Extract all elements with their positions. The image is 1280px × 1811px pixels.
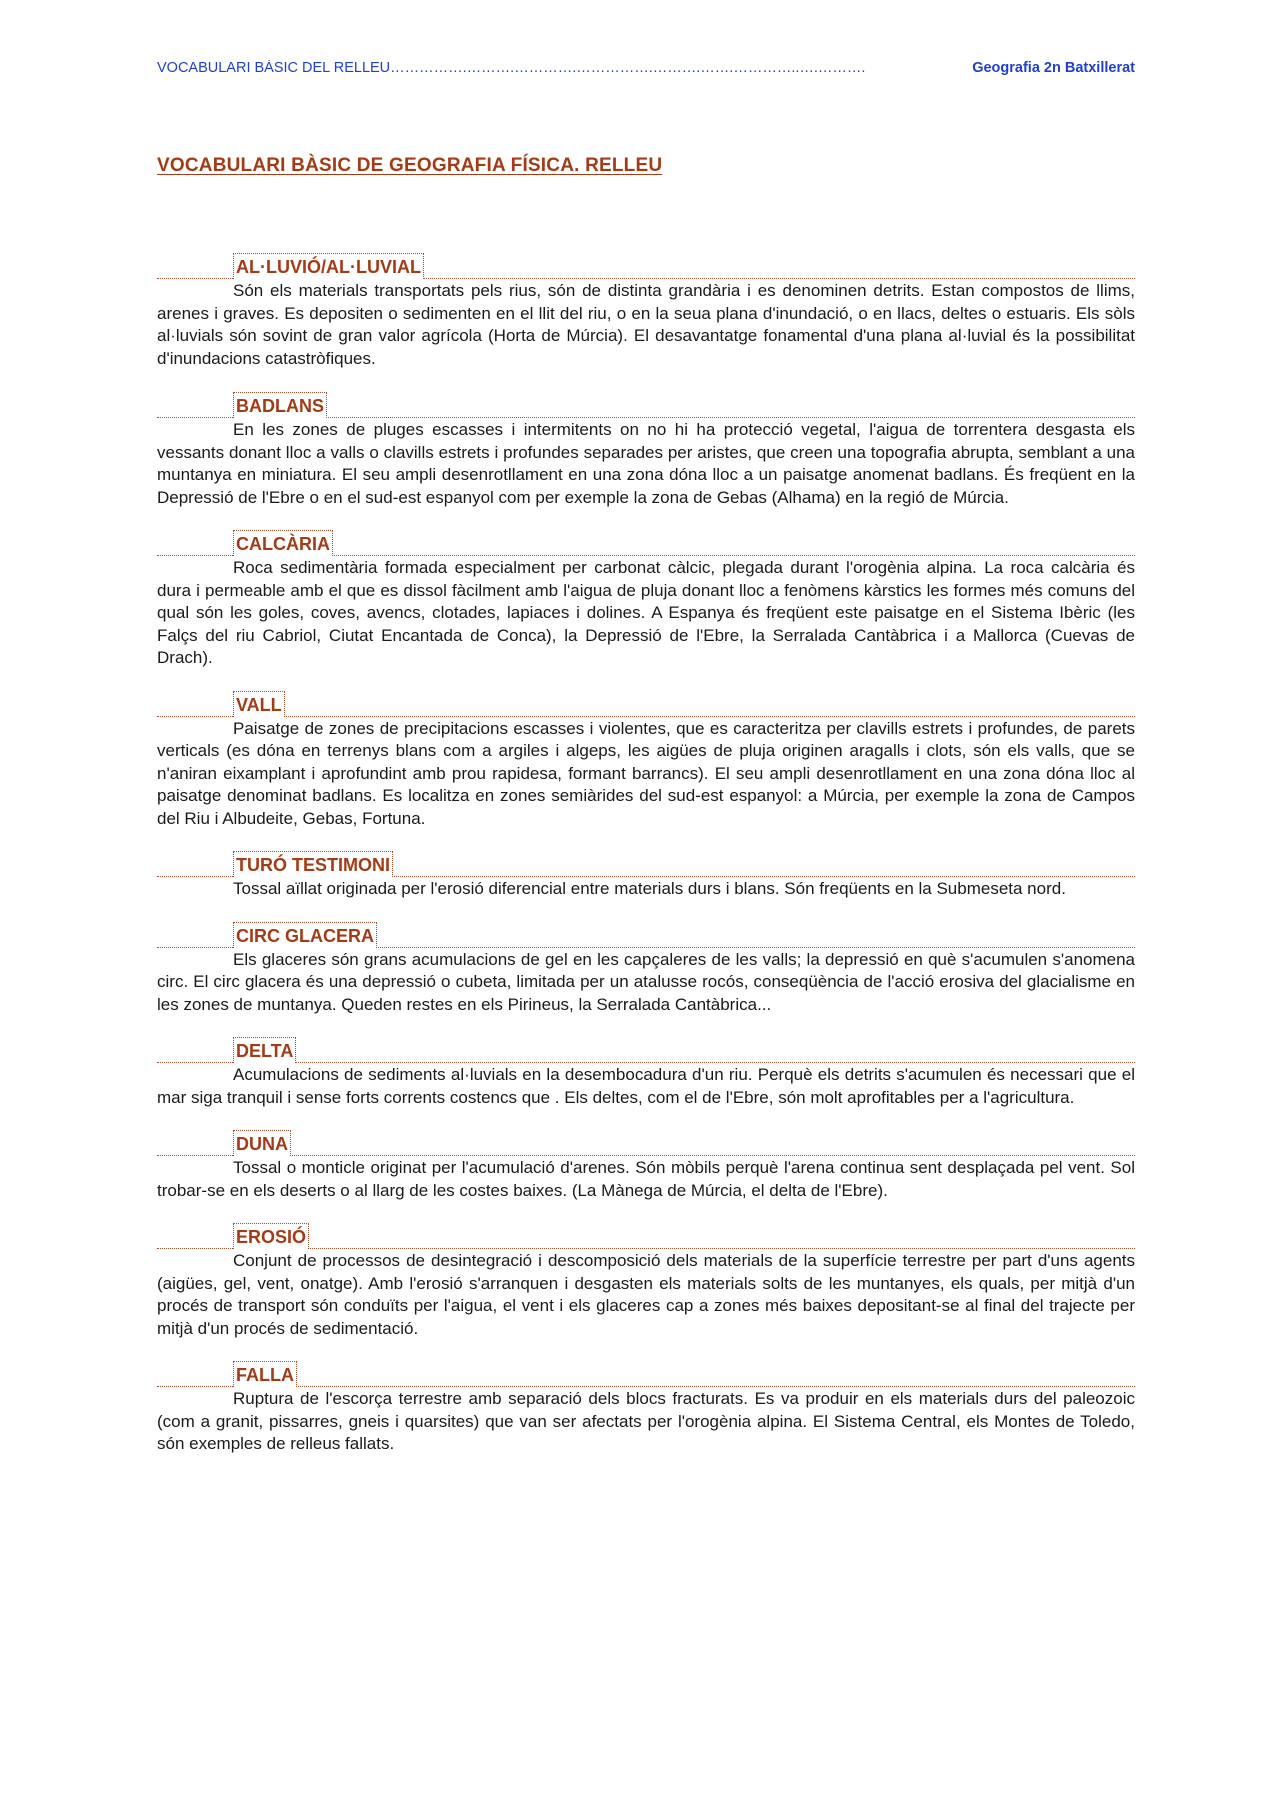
glossary-entry bbox=[157, 389, 1135, 509]
term-row bbox=[157, 389, 1135, 418]
term: EROSIÓ bbox=[233, 1223, 309, 1249]
term: DELTA bbox=[233, 1037, 296, 1063]
glossary-entry bbox=[157, 1034, 1135, 1109]
term-row bbox=[157, 1034, 1135, 1063]
term: AL·LUVIÓ/AL·LUVIAL bbox=[233, 253, 424, 279]
term-row bbox=[157, 527, 1135, 556]
term: DUNA bbox=[233, 1130, 291, 1156]
term-row bbox=[157, 250, 1135, 279]
definition: Paisatge de zones de precipitacions escasses i violentes, que es caracteritza per clavills estrets i profundes, de parets verticals (es dóna en terrenys blans com a argiles i algeps, les aigües de pluja originen aragalls i clots, són els valls, que se n'aniran eixamplant i aprofundint amb prou rapidesa, formant barrancs). El seu ampli desenrotllament en una zona dóna lloc al paisatge denominat badlans. Es localitza en zones semiàrides del sud-est espanyol: a Múrcia, per exemple la zona de Campos del Riu i Albudeite, Gebas, Fortuna. bbox=[157, 718, 1135, 828]
term: BADLANS bbox=[233, 392, 327, 418]
definition: Els glaceres són grans acumulacions de gel en les capçaleres de les valls; la depressió en què s'acumulen s'anomena circ. El circ glacera és una depressió o cubeta, limitada per un atalusse rocós, conseqüència de l'acció erosiva del glacialisme en les zones de muntanya. Queden restes en els Pirineus, la Serralada Cantàbrica... bbox=[157, 949, 1135, 1014]
term: CALCÀRIA bbox=[233, 530, 333, 556]
term-row bbox=[157, 919, 1135, 948]
definition: Són els materials transportats pels rius, són de distinta grandària i es denominen detrits. Estan compostos de llims, arenes i graves. Es depositen o sedimenten en el llit del riu, o en la seua plana d'inundació, o en llacs, deltes o estuaris. Els sòls al·luvials són sovint de gran valor agrícola (Horta de Múrcia). El desavantatge fonamental d'una plana al·luvial és la possibilitat d'inundacions catastròfiques. bbox=[157, 281, 1135, 368]
term-row bbox=[157, 688, 1135, 717]
term: TURÓ TESTIMONI bbox=[233, 851, 393, 877]
glossary bbox=[157, 250, 1135, 1456]
document-title: VOCABULARI BÀSIC DE GEOGRAFIA FÍSICA. RELLEU bbox=[157, 155, 663, 176]
definition: Roca sedimentària formada especialment per carbonat càlcic, plegada durant l'orogènia alpina. La roca calcària és dura i permeable amb el que es dissol fàcilment amb l'aigua de pluja donant lloc a fenòmens kàrstics les formes més comuns del qual són les goles, coves, avencs, clotades, lapiaces i dolines. A Espanya és freqüent este paisatge en el Sistema Ibèric (les Falçs del riu Cabriol, Ciutat Encantada de Conca), la Depressió de l'Ebre, la Serralada Cantàbrica i a Mallorca (Cuevas de Drach). bbox=[157, 558, 1135, 667]
term-row bbox=[157, 1220, 1135, 1249]
glossary-entry bbox=[157, 1358, 1135, 1456]
definition: Ruptura de l'escorça terrestre amb separació dels blocs fracturats. Es va produir en els materials durs del paleozoic (com a granit, pissarres, gneis i quarsites) que van ser afectats per l'orogènia alpina. El Sistema Central, els Montes de Toledo, són exemples de relleus fallats. bbox=[157, 1389, 1135, 1453]
glossary-entry bbox=[157, 1127, 1135, 1202]
definition: Tossal o monticle originat per l'acumulació d'arenes. Són mòbils perquè l'arena continua sent desplaçada pel vent. Sol trobar-se en els deserts o al llarg de les costes baixes. (La Mànega de Múrcia, el delta de l'Ebre). bbox=[157, 1158, 1135, 1200]
definition: Acumulacions de sediments al·luvials en la desembocadura d'un riu. Perquè els detrits s'acumulen és necessari que el mar siga tranquil i sense forts corrents costencs que . Els deltes, com el de l'Ebre, són molt aprofitables per a l'agricultura. bbox=[157, 1065, 1135, 1107]
glossary-entry bbox=[157, 688, 1135, 831]
term: VALL bbox=[233, 691, 285, 717]
term-row bbox=[157, 848, 1135, 877]
term: CIRC GLACERA bbox=[233, 922, 377, 948]
term-row bbox=[157, 1358, 1135, 1387]
definition: Tossal aïllat originada per l'erosió diferencial entre materials durs i blans. Són freqüents en la Submeseta nord. bbox=[233, 879, 1066, 898]
glossary-entry bbox=[157, 919, 1135, 1017]
glossary-entry bbox=[157, 527, 1135, 670]
glossary-entry bbox=[157, 1220, 1135, 1340]
header-left: VOCABULARI BÀSIC DEL RELLEU bbox=[157, 60, 391, 76]
header-dots: …………….……….………….…………….……….…….…………..….………. bbox=[390, 60, 866, 76]
definition: Conjunt de processos de desintegració i descomposició dels materials de la superfície terrestre per part d'uns agents (aigües, gel, vent, onatge). Amb l'erosió s'arranquen i desgasten els materials solts de les muntanyes, els quals, per mitjà d'un procés de transport són conduïts per l'aigua, el vent i els glaceres cap a zones més baixes depositant-se al final del trajecte per mitjà d'un procés de sedimentació. bbox=[157, 1251, 1135, 1338]
term: FALLA bbox=[233, 1361, 297, 1387]
header-right: Geografia 2n Batxillerat bbox=[972, 60, 1135, 76]
term-row bbox=[157, 1127, 1135, 1156]
glossary-entry bbox=[157, 848, 1135, 901]
definition: En les zones de pluges escasses i intermitents on no hi ha protecció vegetal, l'aigua de torrentera desgasta els vessants donant lloc a valls o clavills estrets i profundes separades per aristes, que creen una topografia abrupta, semblant a una muntanya en miniatura. El seu ampli desenrotllament en una zona dóna lloc a un paisatge anomenat badlans. És freqüent en la Depressió de l'Ebre o en el sud-est espanyol com per exemple la zona de Gebas (Alhama) en la regió de Múrcia. bbox=[157, 420, 1135, 507]
glossary-entry bbox=[157, 250, 1135, 370]
running-header bbox=[157, 60, 1135, 76]
